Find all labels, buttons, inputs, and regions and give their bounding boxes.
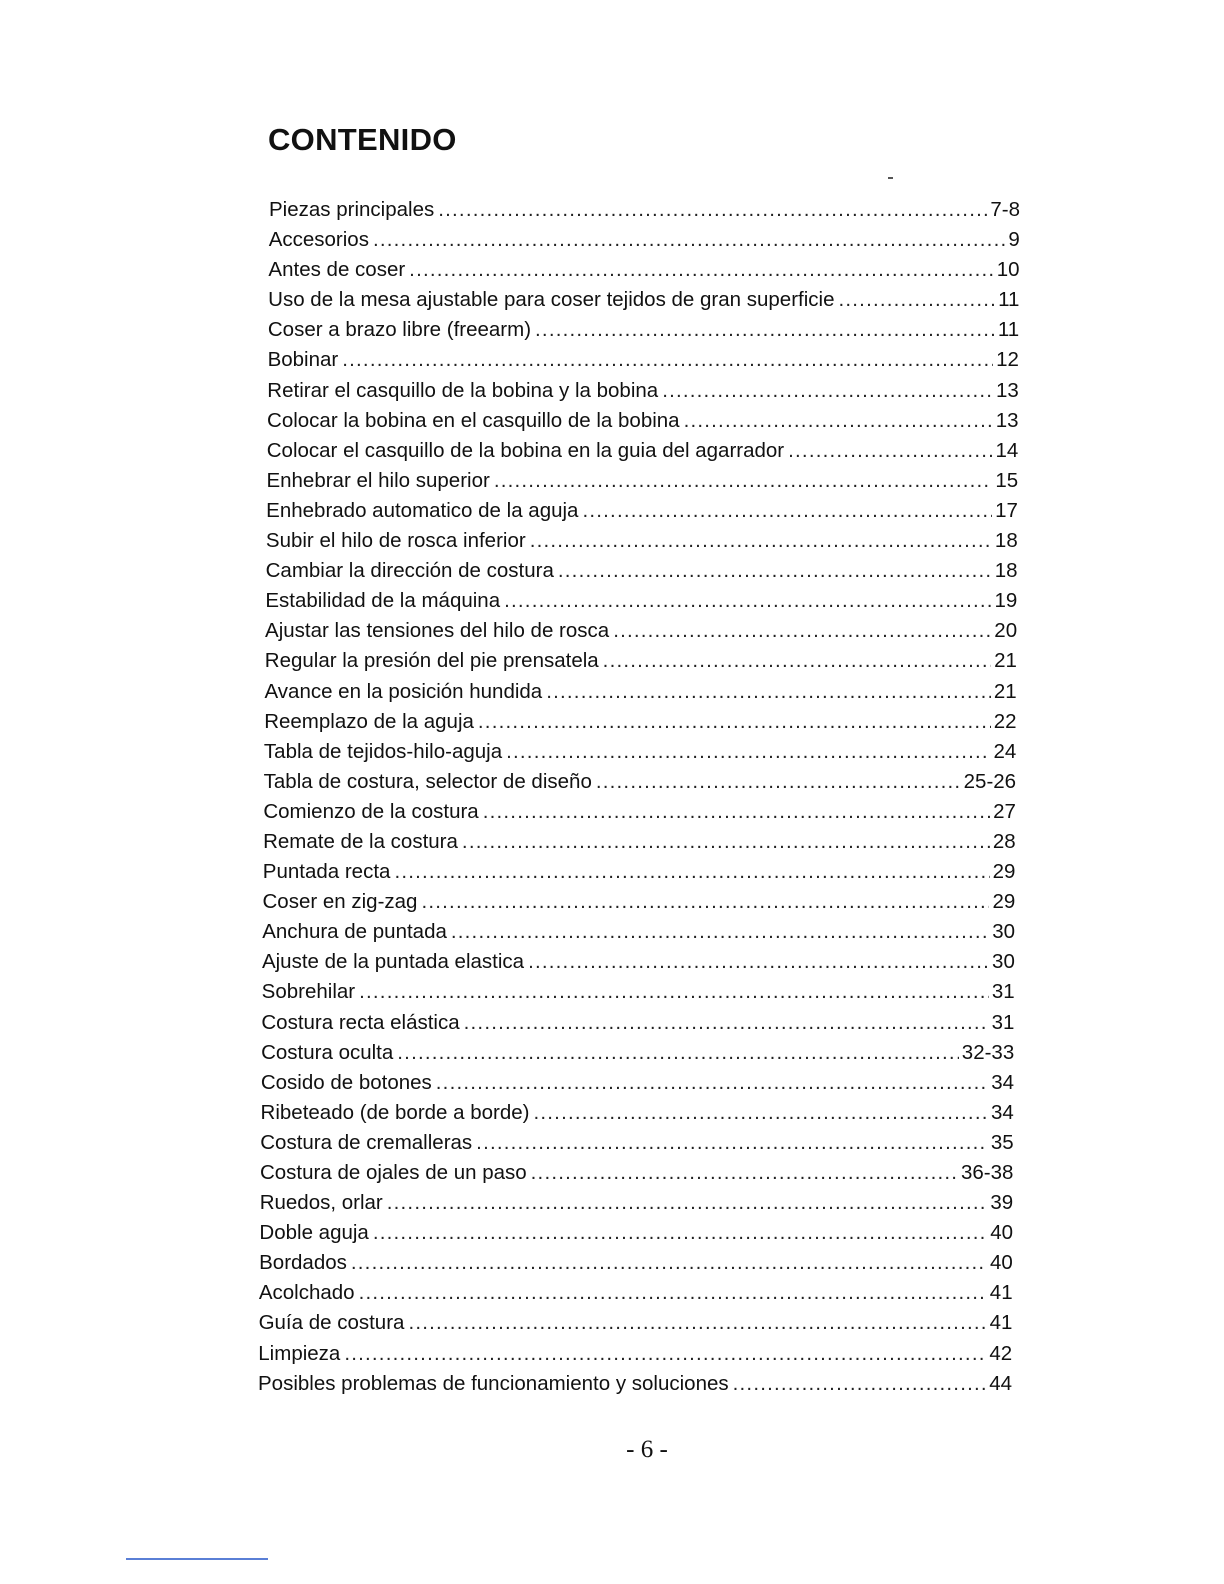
toc-entry-label: Anchura de puntada — [262, 920, 447, 944]
toc-entry — [0, 827, 1016, 857]
toc-entry-label: Doble aguja — [259, 1221, 369, 1245]
toc-leader-dots — [546, 677, 991, 707]
toc-entry — [0, 1068, 1014, 1098]
toc-entry — [0, 1008, 1014, 1038]
toc-entry-page: 19 — [994, 589, 1018, 613]
toc-entry-label: Ruedos, orlar — [259, 1191, 383, 1215]
toc-leader-dots — [387, 1188, 988, 1218]
scan-speck — [888, 177, 893, 179]
toc-entry — [0, 646, 1017, 676]
toc-entry-page: 41 — [989, 1311, 1013, 1335]
toc-entry — [0, 195, 1020, 225]
page-title: CONTENIDO — [268, 122, 457, 157]
toc-leader-dots — [684, 406, 993, 436]
toc-leader-dots — [528, 947, 989, 977]
toc-entry-page: 14 — [995, 438, 1019, 462]
toc-entry-page: 18 — [994, 559, 1018, 583]
toc-entry — [0, 1218, 1013, 1248]
toc-leader-dots — [464, 1008, 989, 1038]
toc-entry-label: Uso de la mesa ajustable para coser tejidos de gran superficie — [268, 288, 835, 312]
toc-leader-dots — [788, 436, 992, 466]
toc-entry-page: 13 — [995, 408, 1019, 432]
toc-entry — [0, 466, 1018, 496]
toc-leader-dots — [838, 285, 995, 315]
toc-entry — [0, 1308, 1012, 1338]
toc-entry-label: Enhebrar el hilo superior — [266, 468, 490, 492]
toc-entry-page: 28 — [992, 829, 1016, 853]
toc-entry-label: Tabla de tejidos-hilo-aguja — [263, 739, 503, 763]
toc-entry-page: 11 — [998, 288, 1020, 312]
toc-entry — [0, 1248, 1013, 1278]
toc-entry-label: Sobrehilar — [261, 980, 356, 1004]
toc-entry-label: Costura oculta — [261, 1040, 394, 1064]
toc-entry-label: Costura de cremalleras — [260, 1130, 473, 1154]
toc-leader-dots — [494, 466, 993, 496]
toc-entry-label: Piezas principales — [269, 198, 435, 221]
toc-leader-dots — [596, 767, 961, 797]
toc-entry-page: 35 — [990, 1130, 1014, 1154]
toc-entry-page: 42 — [989, 1341, 1013, 1365]
toc-leader-dots — [535, 315, 995, 345]
toc-entry — [0, 707, 1017, 737]
toc-entry — [0, 857, 1015, 887]
toc-leader-dots — [373, 225, 1005, 255]
toc-entry-label: Bordados — [259, 1251, 347, 1275]
toc-entry-label: Puntada recta — [262, 860, 391, 884]
toc-leader-dots — [342, 345, 993, 375]
toc-entry-page: 9 — [1008, 228, 1020, 252]
toc-entry-page: 31 — [991, 980, 1015, 1004]
toc-entry-page: 41 — [989, 1281, 1013, 1305]
toc-entry — [0, 1158, 1013, 1188]
toc-entry — [0, 1038, 1014, 1068]
toc-leader-dots — [359, 977, 989, 1007]
toc-leader-dots — [462, 827, 990, 857]
toc-entry — [0, 315, 1019, 345]
toc-leader-dots — [451, 917, 989, 947]
toc-entry-label: Avance en la posición hundida — [264, 679, 543, 703]
toc-entry-label: Ribeteado (de borde a borde) — [260, 1100, 530, 1124]
toc-entry — [0, 887, 1015, 917]
table-of-contents — [0, 195, 1224, 1399]
toc-leader-dots — [359, 1278, 987, 1308]
toc-entry-label: Acolchado — [258, 1281, 355, 1305]
toc-entry-page: 10 — [996, 258, 1020, 282]
toc-entry — [0, 677, 1017, 707]
toc-entry-page: 39 — [990, 1191, 1014, 1215]
toc-entry-page: 44 — [989, 1371, 1012, 1395]
toc-entry-page: 21 — [994, 649, 1017, 673]
toc-leader-dots — [438, 195, 987, 225]
toc-leader-dots — [344, 1339, 986, 1369]
toc-leader-dots — [409, 255, 994, 285]
toc-leader-dots — [436, 1068, 988, 1098]
toc-entry-label: Retirar el casquillo de la bobina y la bobina — [267, 378, 659, 402]
toc-entry-page: 36-38 — [960, 1161, 1014, 1184]
toc-entry-label: Posibles problemas de funcionamiento y soluciones — [258, 1371, 729, 1395]
toc-entry-label: Regular la presión del pie prensatela — [264, 649, 599, 673]
toc-entry-label: Guía de costura — [258, 1311, 405, 1335]
toc-entry — [0, 285, 1019, 315]
toc-entry — [0, 797, 1016, 827]
toc-entry-label: Reemplazo de la aguja — [264, 709, 474, 733]
toc-leader-dots — [408, 1308, 986, 1338]
toc-entry-page: 34 — [991, 1100, 1014, 1124]
toc-entry — [0, 1098, 1014, 1128]
toc-entry-label: Tabla de costura, selector de diseño — [263, 769, 592, 793]
toc-entry — [0, 255, 1020, 285]
toc-entry — [0, 616, 1017, 646]
toc-entry-page: 32-33 — [961, 1040, 1015, 1064]
toc-entry — [0, 345, 1019, 375]
toc-entry-label: Limpieza — [258, 1341, 341, 1365]
toc-entry-page: 31 — [991, 1010, 1015, 1034]
toc-entry-page: 17 — [995, 498, 1018, 522]
toc-entry-page: 20 — [994, 619, 1018, 643]
toc-entry — [0, 406, 1019, 436]
toc-entry-page: 15 — [995, 468, 1019, 492]
toc-entry-label: Colocar la bobina en el casquillo de la bobina — [267, 408, 680, 432]
toc-leader-dots — [582, 496, 992, 526]
toc-leader-dots — [733, 1369, 987, 1399]
toc-entry-label: Antes de coser — [268, 258, 406, 282]
toc-entry-page: 30 — [992, 920, 1016, 944]
toc-entry-page: 27 — [993, 799, 1016, 823]
toc-entry-page: 11 — [997, 318, 1020, 342]
toc-entry-page: 13 — [995, 378, 1019, 402]
toc-leader-dots — [476, 1128, 988, 1158]
toc-entry — [0, 376, 1019, 406]
toc-entry-label: Coser en zig-zag — [262, 890, 418, 914]
toc-entry-page: 40 — [990, 1251, 1013, 1275]
toc-entry-label: Costura de ojales de un paso — [259, 1161, 527, 1184]
toc-entry-page: 30 — [992, 950, 1015, 974]
toc-entry — [0, 1278, 1013, 1308]
toc-leader-dots — [558, 556, 992, 586]
toc-entry-label: Comienzo de la costura — [263, 799, 479, 823]
toc-entry — [0, 225, 1020, 255]
toc-entry-page: 22 — [993, 709, 1017, 733]
toc-entry — [0, 496, 1018, 526]
page-number: - 6 - — [626, 1436, 668, 1463]
toc-entry-page: 21 — [993, 679, 1017, 703]
toc-entry-label: Cosido de botones — [260, 1070, 432, 1094]
toc-leader-dots — [506, 737, 990, 767]
toc-entry — [0, 737, 1016, 767]
toc-entry — [0, 526, 1018, 556]
toc-entry-label: Ajuste de la puntada elastica — [261, 950, 525, 974]
toc-entry-page: 12 — [996, 348, 1019, 372]
toc-entry-label: Subir el hilo de rosca inferior — [265, 529, 526, 553]
toc-leader-dots — [662, 376, 993, 406]
toc-entry-page: 25-26 — [963, 769, 1017, 793]
toc-entry — [0, 1339, 1012, 1369]
toc-entry-label: Estabilidad de la máquina — [265, 589, 501, 613]
toc-entry — [0, 947, 1015, 977]
toc-entry-page: 7-8 — [990, 198, 1020, 221]
toc-entry-label: Accesorios — [268, 228, 369, 252]
toc-leader-dots — [531, 1158, 958, 1188]
toc-entry-label: Colocar el casquillo de la bobina en la guia del agarrador — [266, 438, 785, 462]
toc-entry-page: 24 — [993, 739, 1017, 763]
toc-entry-label: Enhebrado automatico de la aguja — [266, 498, 579, 522]
toc-entry — [0, 767, 1016, 797]
toc-entry-page: 29 — [992, 890, 1016, 914]
toc-entry-page: 40 — [990, 1221, 1014, 1245]
toc-leader-dots — [421, 887, 989, 917]
toc-entry-label: Remate de la costura — [263, 829, 458, 853]
toc-leader-dots — [483, 797, 990, 827]
toc-leader-dots — [534, 1098, 989, 1128]
toc-entry-label: Cambiar la dirección de costura — [265, 559, 554, 583]
toc-leader-dots — [478, 707, 991, 737]
toc-entry-page: 34 — [991, 1070, 1015, 1094]
toc-leader-dots — [351, 1248, 987, 1278]
toc-entry — [0, 556, 1018, 586]
toc-leader-dots — [530, 526, 992, 556]
toc-leader-dots — [397, 1038, 959, 1068]
toc-leader-dots — [613, 616, 991, 646]
toc-leader-dots — [373, 1218, 987, 1248]
toc-entry — [0, 917, 1015, 947]
toc-entry — [0, 1128, 1014, 1158]
toc-entry — [0, 436, 1018, 466]
toc-entry — [0, 1188, 1013, 1218]
toc-entry-page: 29 — [992, 860, 1016, 884]
toc-entry-page: 18 — [994, 529, 1018, 553]
toc-leader-dots — [394, 857, 989, 887]
toc-entry — [0, 1369, 1012, 1399]
scan-edge-line — [126, 1558, 268, 1560]
toc-entry — [0, 586, 1017, 616]
toc-entry-label: Bobinar — [267, 348, 339, 372]
toc-entry-label: Coser a brazo libre (freearm) — [267, 318, 532, 342]
toc-entry-label: Ajustar las tensiones del hilo de rosca — [265, 619, 610, 643]
toc-leader-dots — [603, 646, 991, 676]
toc-entry-label: Costura recta elástica — [261, 1010, 460, 1034]
toc-leader-dots — [504, 586, 991, 616]
toc-entry — [0, 977, 1015, 1007]
